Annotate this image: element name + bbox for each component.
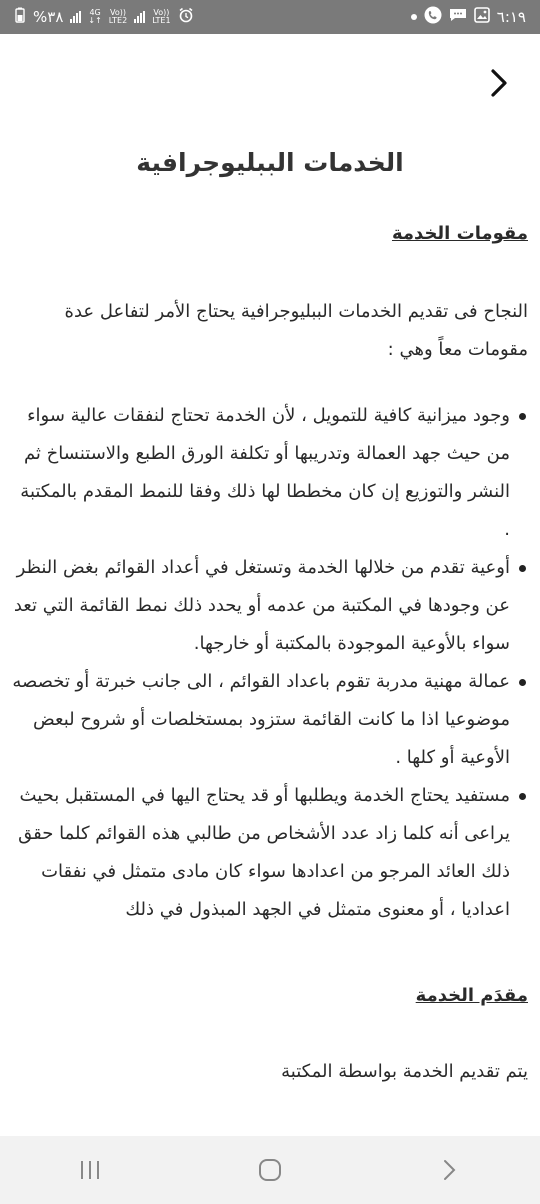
chevron-right-icon — [489, 68, 509, 98]
home-icon — [258, 1158, 282, 1182]
network-4g-label: 4G — [89, 8, 101, 17]
volte-lte2 — [109, 9, 127, 25]
status-bar — [0, 0, 540, 34]
volte2-label: Vo)) — [153, 8, 170, 17]
battery-percent: %٣٨ — [33, 8, 64, 26]
phone-icon — [424, 6, 442, 28]
volte-lte1 — [152, 9, 170, 25]
chevron-right-icon — [443, 1159, 457, 1181]
page-title: الخدمات الببليوجرافية — [136, 148, 404, 177]
recent-apps-button[interactable] — [60, 1145, 120, 1195]
recent-apps-icon — [79, 1160, 101, 1180]
signal-icon-2 — [134, 11, 145, 23]
signal-icon — [70, 11, 81, 23]
alarm-icon — [178, 7, 194, 27]
lte2-label: LTE2 — [108, 16, 128, 25]
provider-heading: مقدَم الخدمة — [415, 985, 528, 1006]
list-item: مستفيد يحتاج الخدمة ويطلبها أو قد يحتاج اليها في المستقبل بحيث يراعى أنه كلما زاد عدد الأشخاص من طالبي هذه القوائم كلما حقق ذلك العائد المرجو من اعدادها سواء كان مادى متمثل في نفقات اعداديا ، أو معنوى متمثل في الجهد المبذول في ذلك — [12, 777, 528, 929]
list-item: أوعية تقدم من خلالها الخدمة وتستغل في أعداد القوائم بغض النظر عن وجودها في المكتبة من عدمه أو يحدد ذلك نمط القائمة التي تعد سواء بالأوعية الموجودة بالمكتبة أو خارجها. — [12, 549, 528, 663]
intro-paragraph: النجاح فى تقديم الخدمات الببليوجرافية يحتاج الأمر لتفاعل عدة مقومات معاً وهي : — [64, 301, 528, 360]
volte1-label: Vo)) — [109, 8, 126, 17]
lte1-label: LTE1 — [152, 16, 171, 25]
back-nav-button[interactable] — [420, 1145, 480, 1195]
status-left — [14, 7, 194, 27]
components-list — [12, 397, 528, 929]
provider-paragraph: يتم تقديم الخدمة بواسطة المكتبة — [281, 1061, 528, 1082]
network-4g: 4G ↓↑ — [88, 8, 102, 25]
notification-dot-icon — [411, 14, 417, 20]
clock-time: ٦:١٩ — [496, 8, 526, 26]
components-heading: مقومات الخدمة — [391, 223, 528, 244]
list-item: عمالة مهنية مدربة تقوم باعداد القوائم ، الى جانب خبرتة أو تخصصه موضوعيا اذا ما كانت القائمة ستزود بمستخلصات أو شروح لبعض الأوعية أو كلها . — [12, 663, 528, 777]
system-nav-bar — [0, 1136, 540, 1204]
battery-icon — [14, 7, 26, 27]
message-icon — [449, 8, 467, 26]
status-right — [411, 6, 526, 28]
home-button[interactable] — [240, 1145, 300, 1195]
list-item: وجود ميزانية كافية للتمويل ، لأن الخدمة تحتاج لنفقات عالية سواء من حيث جهد العمالة وتدريبها أو تكلفة الورق الطبع والاستنساخ ثم النشر والتوزيع إن كان مخططا لها ذلك وفقا للنمط المقدم بالمكتبة . — [12, 397, 528, 549]
back-button[interactable] — [484, 66, 514, 100]
image-icon — [474, 7, 490, 27]
article-content — [12, 215, 528, 1091]
